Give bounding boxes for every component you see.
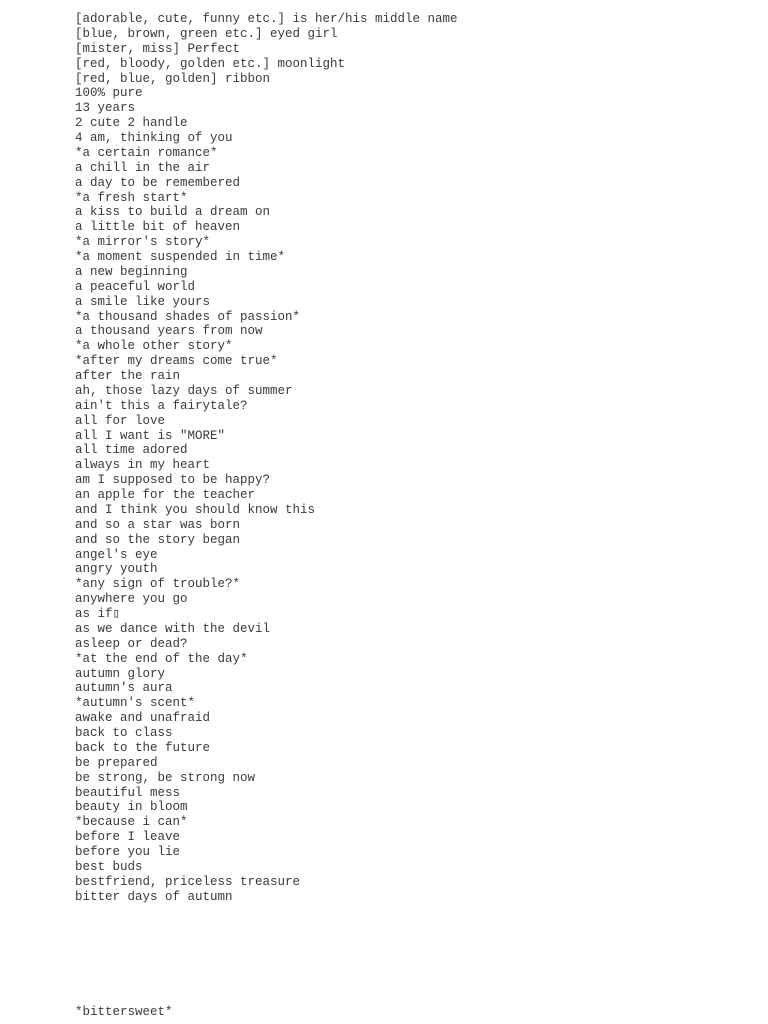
phrase-line: am I supposed to be happy?: [75, 473, 271, 488]
phrase-line: beautiful mess: [75, 785, 181, 800]
phrase-line: always in my heart: [75, 458, 211, 473]
phrase-line: autumn's aura: [75, 681, 173, 696]
phrase-line: a little bit of heaven: [75, 220, 241, 235]
phrase-line: and so the story began: [75, 532, 241, 547]
phrase-line: 2 cute 2 handle: [75, 116, 188, 131]
phrase-line: all for love: [75, 413, 166, 428]
phrase-line: *a thousand shades of passion*: [75, 309, 301, 324]
phrase-line: *autumn's scent*: [75, 696, 196, 711]
phrase-line: autumn glory: [75, 666, 166, 681]
phrase-line: *after my dreams come true*: [75, 354, 278, 369]
phrase-line: back to class: [75, 726, 173, 740]
phrase-line: bestfriend, priceless treasure: [75, 874, 301, 889]
phrase-line: and I think you should know this: [75, 502, 316, 517]
phrase-line: all I want is "MORE": [75, 428, 226, 443]
phrase-line: angel's eye: [75, 547, 158, 562]
phrase-line: [red, blue, golden] ribbon: [75, 71, 271, 86]
phrase-line: a chill in the air: [75, 160, 211, 175]
phrase-line: after the rain: [75, 369, 181, 383]
phrase-line: [blue, brown, green etc.] eyed girl: [75, 26, 338, 41]
phrase-line: *a moment suspended in time*: [75, 250, 286, 264]
phrase-line: be prepared: [75, 755, 158, 770]
phrase-line: *because i can*: [75, 815, 188, 830]
phrase-line: *a whole other story*: [75, 339, 233, 354]
phrase-line: *any sign of trouble?*: [75, 577, 241, 592]
phrase-line: a peaceful world: [75, 279, 196, 294]
phrase-line: before I leave: [75, 830, 181, 845]
phrase-line: be strong, be strong now: [75, 770, 256, 785]
phrase-line: ah, those lazy days of summer: [75, 383, 293, 398]
phrase-line: a kiss to build a dream on: [75, 205, 271, 220]
phrase-line: anywhere you go: [75, 592, 188, 607]
phrase-line: *a mirror's story*: [75, 235, 211, 250]
phrase-line: a smile like yours: [75, 294, 211, 309]
phrase-line: asleep or dead?: [75, 636, 188, 651]
phrase-line: as we dance with the devil: [75, 621, 271, 636]
phrase-line: an apple for the teacher: [75, 488, 256, 502]
phrase-line: and so a star was born: [75, 517, 241, 532]
phrase-line: 4 am, thinking of you: [75, 131, 233, 145]
phrase-line: a new beginning: [75, 264, 188, 279]
phrase-line: as if▯: [75, 607, 121, 621]
phrase-line: a day to be remembered: [75, 175, 241, 190]
phrase-line: bitter days of autumn: [75, 889, 233, 904]
phrase-line: beauty in bloom: [75, 800, 188, 815]
phrase-line: [mister, miss] Perfect: [75, 41, 241, 56]
phrase-line: 13 years: [75, 101, 136, 116]
phrase-line: *a fresh start*: [75, 190, 188, 205]
phrase-line: [adorable, cute, funny etc.] is her/his middle name: [75, 12, 458, 26]
phrase-line: awake and unafraid: [75, 711, 211, 726]
phrase-line: [red, bloody, golden etc.] moonlight: [75, 56, 346, 71]
phrase-line: before you lie: [75, 845, 181, 859]
phrase-line: angry youth: [75, 562, 158, 577]
phrase-line: *a certain romance*: [75, 145, 218, 160]
phrase-line: back to the future: [75, 740, 211, 755]
phrase-line: a thousand years from now: [75, 324, 263, 339]
phrase-list: [75, 12, 458, 905]
phrase-line: all time adored: [75, 443, 188, 458]
footer-phrase: *bittersweet*: [75, 1005, 173, 1019]
phrase-line: ain't this a fairytale?: [75, 398, 248, 413]
phrase-line: best buds: [75, 859, 143, 874]
phrase-line: *at the end of the day*: [75, 651, 248, 666]
phrase-line: 100% pure: [75, 86, 143, 101]
